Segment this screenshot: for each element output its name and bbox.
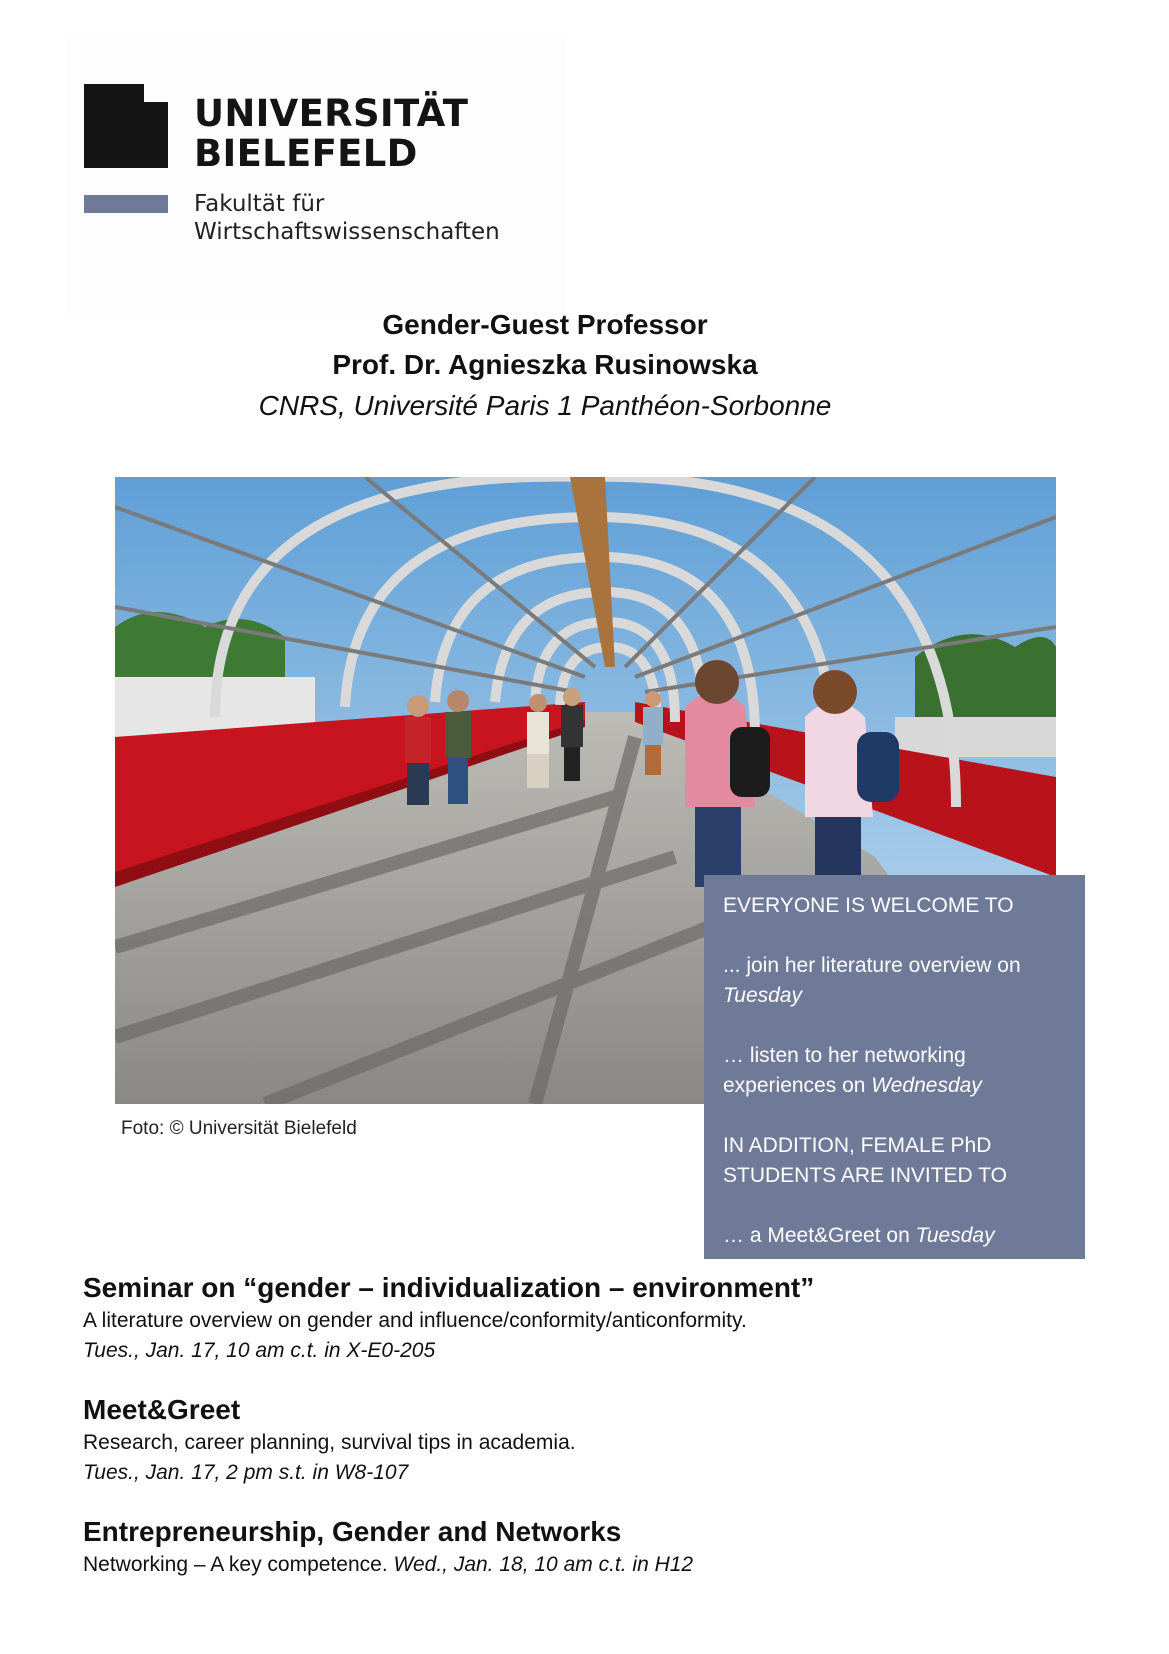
logo-line-1: UNIVERSITÄT xyxy=(194,92,469,135)
logo-faculty-line-2: Wirtschaftswissenschaften xyxy=(194,219,500,245)
event-title: Meet&Greet xyxy=(83,1394,241,1425)
info-item-literature xyxy=(723,951,1067,1011)
info-box xyxy=(704,875,1085,1259)
info-item-literature-text: ... join her literature overview on xyxy=(723,954,1021,977)
headline-title: Gender-Guest Professor xyxy=(382,309,708,340)
university-logo xyxy=(66,34,566,314)
info-item-networking-text-a: … listen to her networking xyxy=(723,1044,966,1067)
logo-line-2: BIELEFELD xyxy=(194,132,418,175)
info-item-meetgreet xyxy=(723,1221,1067,1251)
event-description: Networking – A key competence. xyxy=(83,1553,388,1576)
info-addition xyxy=(723,1131,1067,1191)
event-when: Tues., Jan. 17, 2 pm s.t. in W8-107 xyxy=(83,1461,409,1484)
info-addition-line-b: STUDENTS ARE INVITED TO xyxy=(723,1164,1007,1187)
event-seminar xyxy=(83,1270,1083,1366)
event-description-line xyxy=(83,1550,1083,1580)
headline xyxy=(0,305,1090,427)
headline-name: Prof. Dr. Agnieszka Rusinowska xyxy=(332,349,758,380)
event-title: Seminar on “gender – individualization – environment” xyxy=(83,1272,815,1303)
event-when: Tues., Jan. 17, 10 am c.t. in X-E0-205 xyxy=(83,1339,436,1362)
logo-mark-icon xyxy=(84,84,168,168)
event-meet-greet xyxy=(83,1392,1083,1488)
info-addition-line-a: IN ADDITION, FEMALE PhD xyxy=(723,1134,992,1157)
logo-faculty-name xyxy=(194,190,500,246)
event-title: Entrepreneurship, Gender and Networks xyxy=(83,1516,622,1547)
info-item-meetgreet-day: Tuesday xyxy=(915,1224,995,1247)
info-item-networking-day: Wednesday xyxy=(871,1074,982,1097)
info-item-networking-text-b: experiences on xyxy=(723,1074,866,1097)
event-description: Research, career planning, survival tips in academia. xyxy=(83,1431,576,1454)
info-item-networking xyxy=(723,1041,1067,1101)
event-when: Wed., Jan. 18, 10 am c.t. in H12 xyxy=(393,1553,694,1576)
photo-credit: Foto: © Universität Bielefeld xyxy=(121,1118,357,1139)
headline-affiliation: CNRS, Université Paris 1 Panthéon-Sorbonne xyxy=(258,390,832,421)
info-item-meetgreet-text: … a Meet&Greet on xyxy=(723,1224,910,1247)
logo-faculty-line-1: Fakultät für xyxy=(194,191,325,217)
logo-university-name xyxy=(194,94,468,174)
events-list xyxy=(83,1270,1083,1606)
info-welcome: EVERYONE IS WELCOME TO xyxy=(723,894,1014,917)
info-item-literature-day: Tuesday xyxy=(723,984,802,1007)
event-entrepreneurship xyxy=(83,1514,1083,1580)
logo-accent-bar xyxy=(84,195,168,213)
event-description: A literature overview on gender and influence/conformity/anticonformity. xyxy=(83,1309,747,1332)
